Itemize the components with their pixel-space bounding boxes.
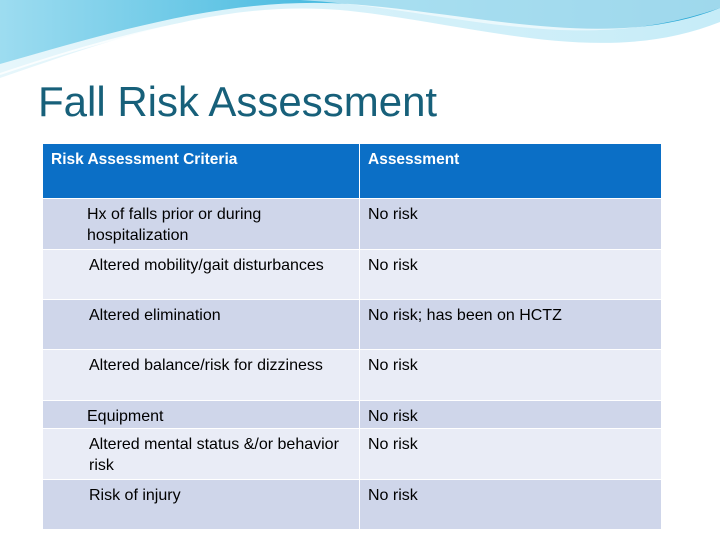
criteria-cell: Altered mobility/gait disturbances: [43, 250, 360, 300]
criteria-cell: Altered elimination: [43, 300, 360, 350]
header-assessment: Assessment: [360, 144, 662, 199]
table-row: [43, 250, 662, 300]
assessment-cell: No risk; has been on HCTZ: [360, 300, 662, 350]
table-row: [43, 300, 662, 350]
assessment-cell: No risk: [360, 480, 662, 530]
assessment-cell: No risk: [360, 250, 662, 300]
slide-title: Fall Risk Assessment: [38, 78, 438, 125]
table-row: [43, 401, 662, 429]
criteria-cell: Risk of injury: [43, 480, 360, 530]
table-header-row: [43, 144, 662, 199]
fall-risk-table: [42, 143, 662, 530]
table-row: [43, 480, 662, 530]
criteria-cell: Altered mental status &/or behavior risk: [43, 429, 360, 480]
table-row: [43, 350, 662, 401]
criteria-cell: Hx of falls prior or during hospitalization: [43, 199, 360, 250]
assessment-cell: No risk: [360, 429, 662, 480]
assessment-cell: No risk: [360, 401, 662, 429]
table-row: [43, 429, 662, 480]
assessment-cell: No risk: [360, 350, 662, 401]
criteria-cell: Altered balance/risk for dizziness: [43, 350, 360, 401]
header-criteria: Risk Assessment Criteria: [43, 144, 360, 199]
criteria-cell: Equipment: [43, 401, 360, 429]
assessment-cell: No risk: [360, 199, 662, 250]
table-row: [43, 199, 662, 250]
